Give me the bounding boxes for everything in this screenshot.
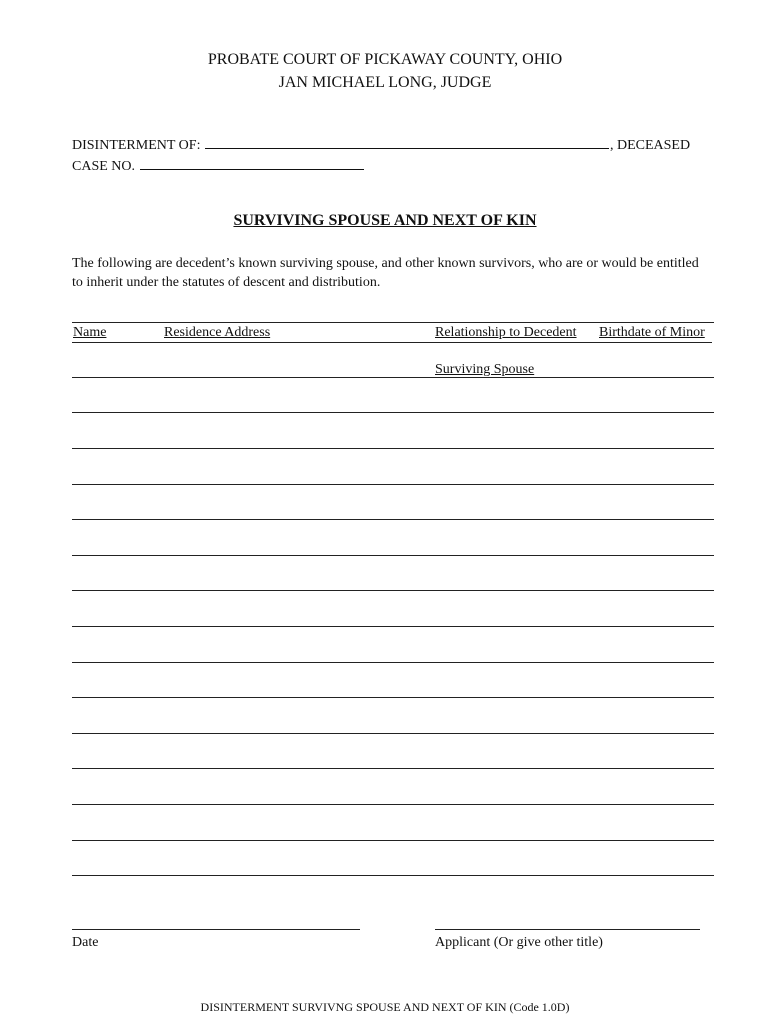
table-row[interactable] — [72, 840, 714, 841]
applicant-signature-line[interactable] — [435, 929, 700, 930]
table-row[interactable] — [72, 590, 714, 591]
column-header-relationship: Relationship to Decedent — [435, 325, 577, 340]
table-top-rule — [72, 322, 714, 323]
column-header-address: Residence Address — [164, 325, 271, 340]
decedent-name-blank[interactable] — [205, 136, 609, 149]
case-number-blank[interactable] — [140, 157, 364, 170]
surviving-spouse-entry: Surviving Spouse — [435, 362, 535, 377]
judge-name: JAN MICHAEL LONG, JUDGE — [278, 74, 492, 91]
applicant-label: Applicant (Or give other title) — [435, 935, 603, 950]
disinterment-field — [72, 136, 690, 154]
table-row[interactable] — [72, 697, 714, 698]
court-name: PROBATE COURT OF PICKAWAY COUNTY, OHIO — [207, 51, 563, 68]
date-signature-line[interactable] — [72, 929, 360, 930]
table-row[interactable] — [72, 519, 714, 520]
table-row[interactable] — [72, 412, 714, 413]
intro-paragraph: The following are decedent’s known surviving spouse, and other known survivors, who are or would be entitled to inherit under the statutes of descent and distribution. — [72, 256, 699, 290]
table-row[interactable] — [72, 875, 714, 876]
date-label: Date — [72, 935, 99, 950]
form-code-footer: DISINTERMENT SURVIVNG SPOUSE AND NEXT OF KIN (Code 1.0D) — [200, 1000, 570, 1014]
form-title: SURVIVING SPOUSE AND NEXT OF KIN — [233, 212, 537, 229]
table-row[interactable] — [72, 448, 714, 449]
court-header — [0, 48, 770, 94]
table-row[interactable] — [72, 804, 714, 805]
case-number-field — [72, 157, 365, 175]
table-row[interactable] — [72, 662, 714, 663]
table-row[interactable] — [72, 626, 714, 627]
header-underline — [72, 342, 712, 343]
case-number-label: CASE NO. — [72, 159, 136, 174]
column-header-name: Name — [73, 325, 107, 340]
table-row[interactable] — [72, 768, 714, 769]
table-row[interactable] — [72, 733, 714, 734]
table-row[interactable] — [72, 484, 714, 485]
table-row[interactable] — [72, 377, 714, 378]
table-row[interactable] — [72, 555, 714, 556]
column-header-birthdate: Birthdate of Minor — [599, 325, 705, 340]
disinterment-label: DISINTERMENT OF: — [72, 138, 201, 153]
deceased-suffix: , DECEASED — [609, 138, 691, 153]
